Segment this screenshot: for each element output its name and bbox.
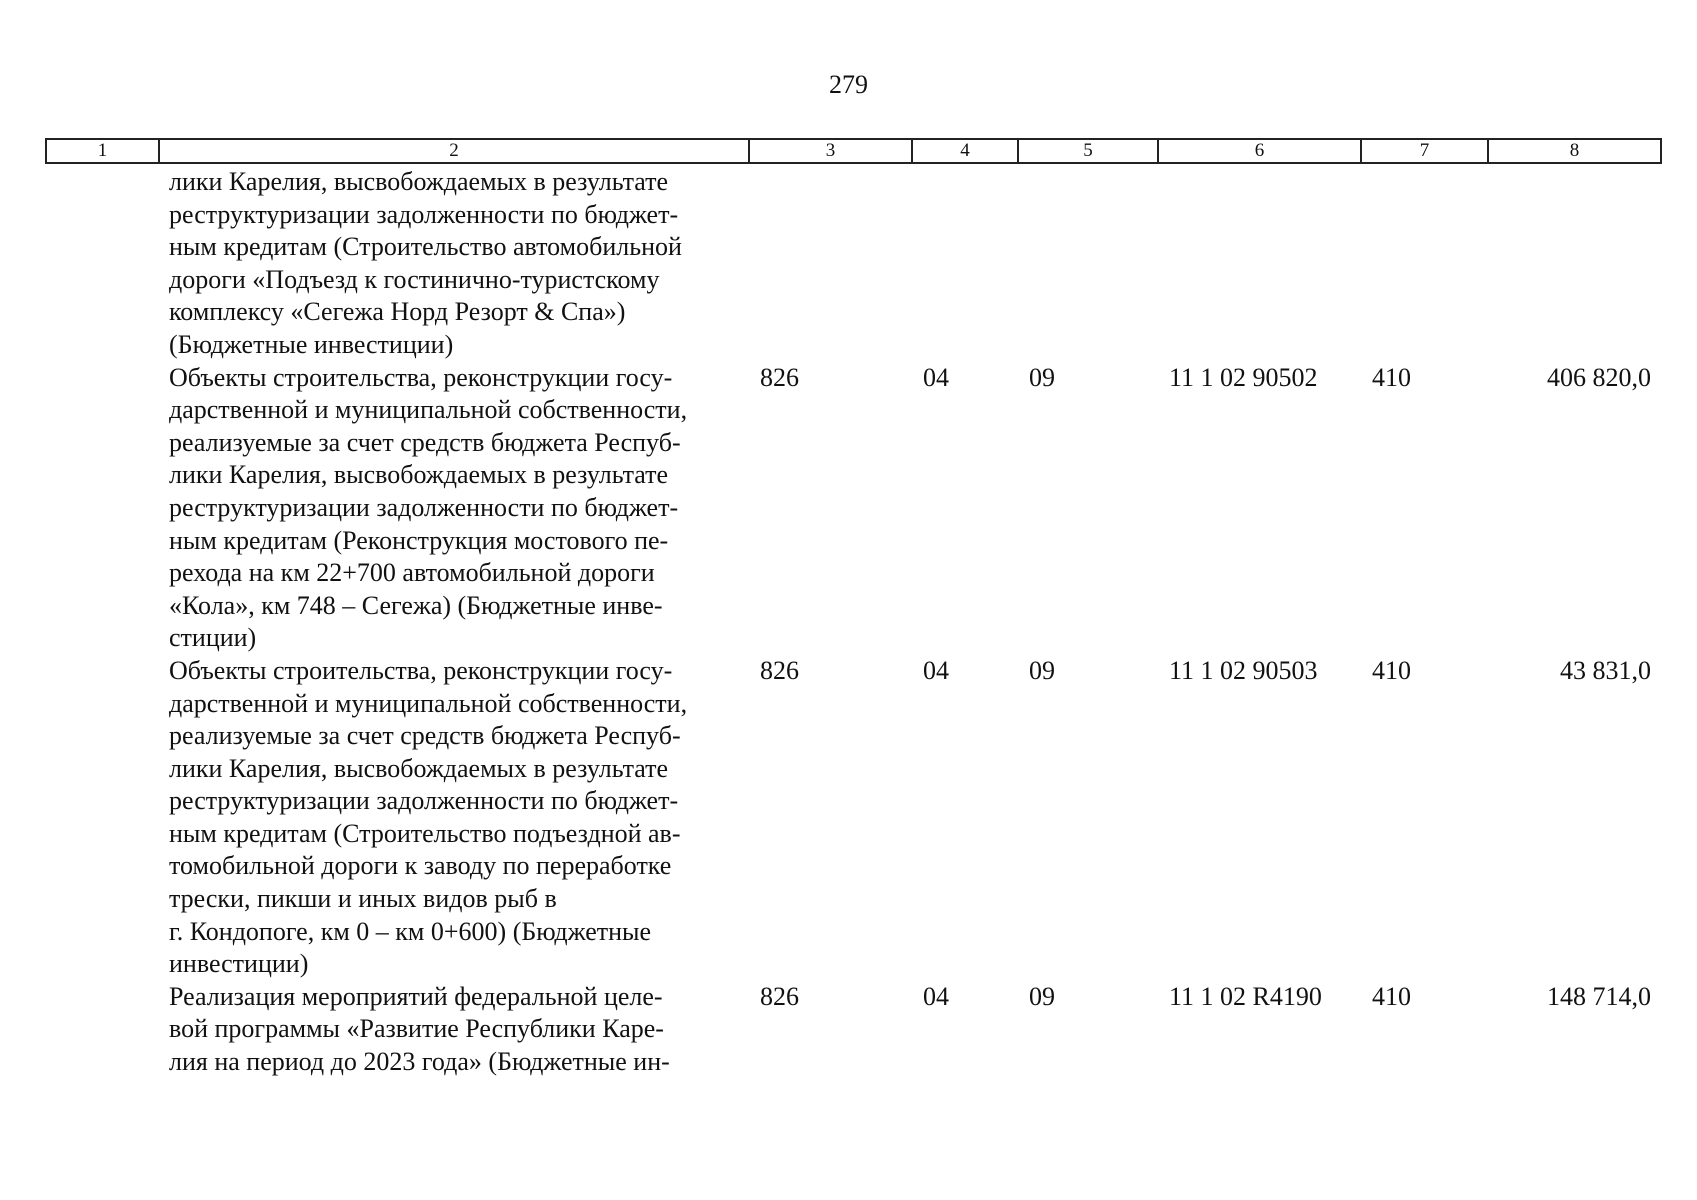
row-subsection-code: 09: [1029, 655, 1055, 685]
budget-table: [45, 138, 1662, 1079]
header-col-5: 5: [1018, 139, 1158, 163]
header-col-4: 4: [912, 139, 1018, 163]
row-target-article: 11 1 02 90503: [1169, 655, 1318, 685]
row-name-cell: [46, 655, 159, 981]
header-col-1: 1: [46, 139, 159, 163]
row-description: Объекты строительства, реконструкции госу- дарственной и муниципальной собственности, реализуемые за счет средств бюджета Респуб- лики Карелия, высвобождаемых в результате реструктуризации задолженности по бюджет- ным кредитам (Реконструкция мостового пе- рехода на км 22+700 автомобильной дороги «Кола», км 748 – Сегежа) (Бюджетные инве- стиции): [169, 362, 688, 653]
header-row: [46, 139, 1661, 163]
row-expense-type: [1361, 163, 1488, 362]
row-section-code: 04: [923, 981, 949, 1011]
table-row: [46, 981, 1661, 1079]
row-target-article: [1158, 163, 1361, 362]
page-number: 279: [829, 70, 868, 99]
row-ministry-code: 826: [760, 362, 799, 392]
row-name-cell: [46, 981, 159, 1079]
row-amount: 148 714,0: [1547, 981, 1651, 1011]
row-target-article: 11 1 02 R4190: [1169, 981, 1322, 1011]
row-name-cell: [46, 362, 159, 655]
row-amount: [1488, 163, 1661, 362]
row-expense-type: 410: [1372, 362, 1411, 392]
row-section-code: 04: [923, 655, 949, 685]
row-subsection-code: 09: [1029, 981, 1055, 1011]
row-expense-type: 410: [1372, 981, 1411, 1011]
row-section-code: [912, 163, 1018, 362]
header-col-8: 8: [1488, 139, 1661, 163]
header-col-6: 6: [1158, 139, 1361, 163]
table-row: [46, 163, 1661, 362]
table-header: [46, 139, 1661, 163]
row-ministry-code: 826: [760, 981, 799, 1011]
row-description: Объекты строительства, реконструкции госу- дарственной и муниципальной собственности, реализуемые за счет средств бюджета Респуб- лики Карелия, высвобождаемых в результате реструктуризации задолженности по бюджет- ным кредитам (Строительство подъездной ав- томобильной дороги к заводу по переработке трески, пикши и иных видов рыб в г. Кондопоге, км 0 – км 0+600) (Бюджетные инвестиции): [169, 655, 688, 979]
row-subsection-code: [1018, 163, 1158, 362]
header-col-2: 2: [159, 139, 749, 163]
row-amount: 406 820,0: [1547, 362, 1651, 392]
row-expense-type: 410: [1372, 655, 1411, 685]
header-col-3: 3: [749, 139, 912, 163]
row-description: Реализация мероприятий федеральной целе- вой программы «Развитие Республики Каре- лия на период до 2023 года» (Бюджетные ин-: [169, 981, 670, 1077]
row-amount: 43 831,0: [1560, 655, 1651, 685]
row-subsection-code: 09: [1029, 362, 1055, 392]
row-description: лики Карелия, высвобождаемых в результате реструктуризации задолженности по бюджет- ным кредитам (Строительство автомобильной дороги «Подъезд к гостинично-туристскому комплексу «Сегежа Норд Резорт & Спа») (Бюджетные инвестиции): [169, 167, 682, 359]
header-col-7: 7: [1361, 139, 1488, 163]
table-body: [46, 163, 1661, 1079]
row-ministry-code: 826: [760, 655, 799, 685]
row-target-article: 11 1 02 90502: [1169, 362, 1318, 392]
table-row: [46, 655, 1661, 981]
row-name-cell: [46, 163, 159, 362]
row-ministry-code: [749, 163, 912, 362]
row-section-code: 04: [923, 362, 949, 392]
table-row: [46, 362, 1661, 655]
